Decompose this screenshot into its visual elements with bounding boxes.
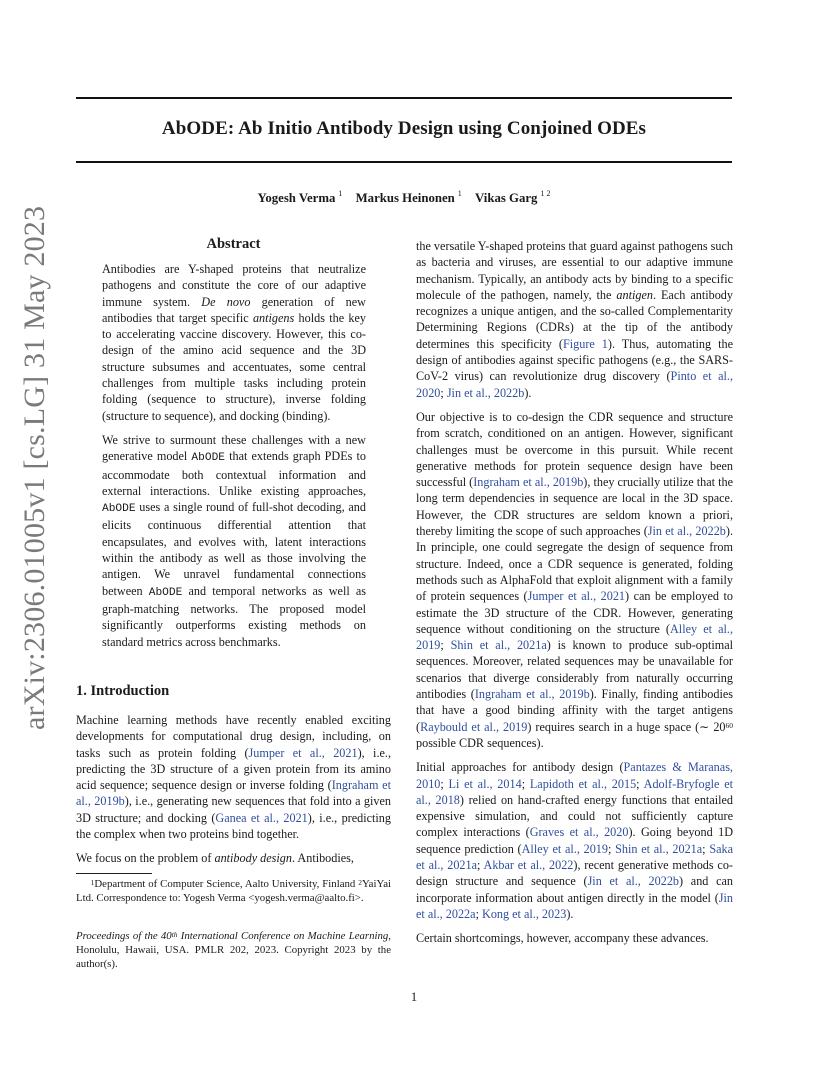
page-number: 1 [410,990,418,1004]
citation-link[interactable]: Jumper et al., 2021 [527,589,626,604]
citation-link[interactable]: Jin et al., 2022b [587,874,680,889]
affiliation-footnote: $^1$Department of Computer Science, Aalto University, Finland $^2$YaiYai Ltd. Correspondence to: Yogesh Verma <yogesh.verma@aalto.fi>. [76,878,391,904]
paper-title: AbODE: Ab Initio Antibody Design using Conjoined ODEs [161,118,647,139]
citation-link[interactable]: Adolf-Bryfogle et al., 2018 [416,776,734,807]
citation-link[interactable]: Shin et al., 2021a [450,638,547,653]
title-rule [76,161,732,163]
right-paragraph-4: Certain shortcomings, however, accompany these advances. [416,931,709,946]
intro-paragraph-2: We focus on the problem of antibody design. Antibodies, [76,851,354,866]
introduction-heading: 1. Introduction [76,683,170,699]
author-2: Markus Heinonen $^1$ [355,189,462,205]
citation-link[interactable]: Ingraham et al., 2019b [76,778,391,809]
abstract-body [102,261,366,658]
citation-link[interactable]: Raybould et al., 2019 [420,719,528,734]
right-paragraph-1: the versatile Y-shaped proteins that guard against pathogens such as bacteria and viruses, are essential to our adaptive immune mechanism. Typically, an antibody acts by binding to a specific molecule of the pathogen, namely, the antigen. Each antibody recognizes a unique antigen, and the so-called Complementarity Determining Regions (CDRs) at the tip of the antibody determines this specificity (Figure 1). Thus, automating the design of antibodies against specific pathogens (e.g., the SARS-CoV-2 virus) can revolutionize drug discovery (Pinto et al., 2020; Jin et al., 2022b). [416,239,734,400]
right-paragraph-2: Our objective is to co-design the CDR sequence and structure from scratch, conditioned on an antigen. However, significant challenges must be overcome in this pursuit. While recent generative methods for protein sequence design have been successful (Ingraham et al., 2019b), they crucially utilize that the long term dependencies in sequence are local in the 3D space. However, the CDR structures are seldom known a priori, thereby limiting the scope of such approaches (Jin et al., 2022b). In principle, one could segregate the design of sequence from structure. Indeed, once a CDR sequence is generated, folding methods such as AlphaFold that exploit alignment with a family of protein sequences (Jumper et al., 2021) can be employed to estimate the 3D structure of the CDR. However, generating sequence without conditioning on the structure (Alley et al., 2019; Shin et al., 2021a) is known to produce sub-optimal sequences. Moreover, related sequences may be unavailable for scenarios that diverge considerably from naturally occurring antibodies (Ingraham et al., 2019b). Finally, finding antibodies that have a good binding affinity with the target antigens (Raybould et al., 2019) requires search in a huge space (∼ $20^{60}$ possible CDR sequences). [416,409,734,750]
citation-link[interactable]: Saka et al., 2021a [416,841,734,872]
model-name: AbODE [148,586,183,599]
model-name: AbODE [191,452,225,465]
footnote-rule [76,873,152,874]
figure-link[interactable]: Figure 1 [562,336,608,351]
citation-link[interactable]: Jin et al., 2022b [446,385,525,400]
abstract-heading: Abstract [206,236,261,252]
citation-link[interactable]: Kong et al., 2023 [482,906,567,921]
author-list [76,191,732,206]
citation-link[interactable]: Akbar et al., 2022 [483,857,574,872]
proceedings-footnote: Proceedings of the 40th International Conference on Machine Learning, Honolulu, Hawaii, USA. PMLR 202, 2023. Copyright 2023 by the author(s). [76,930,391,970]
citation-link[interactable]: Alley et al., 2019 [521,841,608,856]
author-1: Yogesh Verma $^1$ [257,189,343,205]
right-paragraph-3: Initial approaches for antibody design (Pantazes & Maranas, 2010; Li et al., 2014; Lapidoth et al., 2015; Adolf-Bryfogle et al., 2018) relied on hand-crafted energy functions that entailed expensive simulation, and could not sufficiently capture complex interactions (Graves et al., 2020). Going beyond 1D sequence prediction (Alley et al., 2019; Shin et al., 2021a; Saka et al., 2021a; Akbar et al., 2022), recent generative methods co-design structure and sequence (Jin et al., 2022b) and can incorporate information about antigen directly in the model (Jin et al., 2022a; Kong et al., 2023). [416,760,734,921]
citation-link[interactable]: Jumper et al., 2021 [248,745,358,760]
citation-link[interactable]: Ingraham et al., 2019b [473,475,584,490]
citation-link[interactable]: Jin et al., 2022b [647,524,726,539]
intro-paragraph-1: Machine learning methods have recently enabled exciting developments for computational drug design, including, on tasks such as protein folding (Jumper et al., 2021), i.e., predicting the 3D structure of a given protein from its amino acid sequence; sequence design or inverse folding (Ingraham et al., 2019b), i.e., generating new sequences that fold into a given 3D structure; and docking (Ganea et al., 2021), i.e., predicting the complex when two proteins bind together. [76,713,392,842]
model-name: AbODE [102,503,136,516]
citation-link[interactable]: Ganea et al., 2021 [215,810,308,825]
citation-link[interactable]: Jin et al., 2022a [416,890,733,921]
top-rule [76,97,732,99]
citation-link[interactable]: Pantazes & Maranas, 2010 [416,760,733,791]
author-3: Vikas Garg $^{1 2}$ [475,189,551,205]
abstract-paragraph-1: Antibodies are Y-shaped proteins that neutralize pathogens and constitute the core of our adaptive immune system. De novo generation of new antibodies that target specific antigens holds the key to accelerating vaccine discovery. However, this co-design of the amino acid sequence and the 3D structure subsumes and accentuates, some central challenges from multiple tasks including protein folding (sequence to structure), inverse folding (structure to sequence), and docking (binding). [102,262,366,423]
citation-link[interactable]: Shin et al., 2021a [615,841,703,856]
citation-link[interactable]: Lapidoth et al., 2015 [529,776,637,791]
citation-link[interactable]: Ingraham et al., 2019b [474,687,590,702]
citation-link[interactable]: Pinto et al., 2020 [416,369,733,400]
citation-link[interactable]: Alley et al., 2019 [416,621,733,653]
introduction-body [76,712,391,875]
citation-link[interactable]: Li et al., 2014 [448,776,522,791]
citation-link[interactable]: Graves et al., 2020 [529,825,629,840]
arxiv-identifier[interactable]: arXiv:2306.01005v1 [cs.LG] 31 May 2023 [18,205,51,730]
right-column [416,238,733,954]
abstract-paragraph-2: We strive to surmount these challenges with a new generative model AbODE that extends graph PDEs to accommodate both contextual information and external interactions. Unlike existing approaches, AbODE uses a single round of full-shot decoding, and elicits continuous differential attention that encapsulates, and evolves with, latent interactions within the antibody as well as those involving the antigen. We unravel fundamental connections between AbODE and temporal networks as well as graph-matching networks. The proposed model significantly outperforms existing methods on standard metrics across benchmarks. [102,432,366,649]
